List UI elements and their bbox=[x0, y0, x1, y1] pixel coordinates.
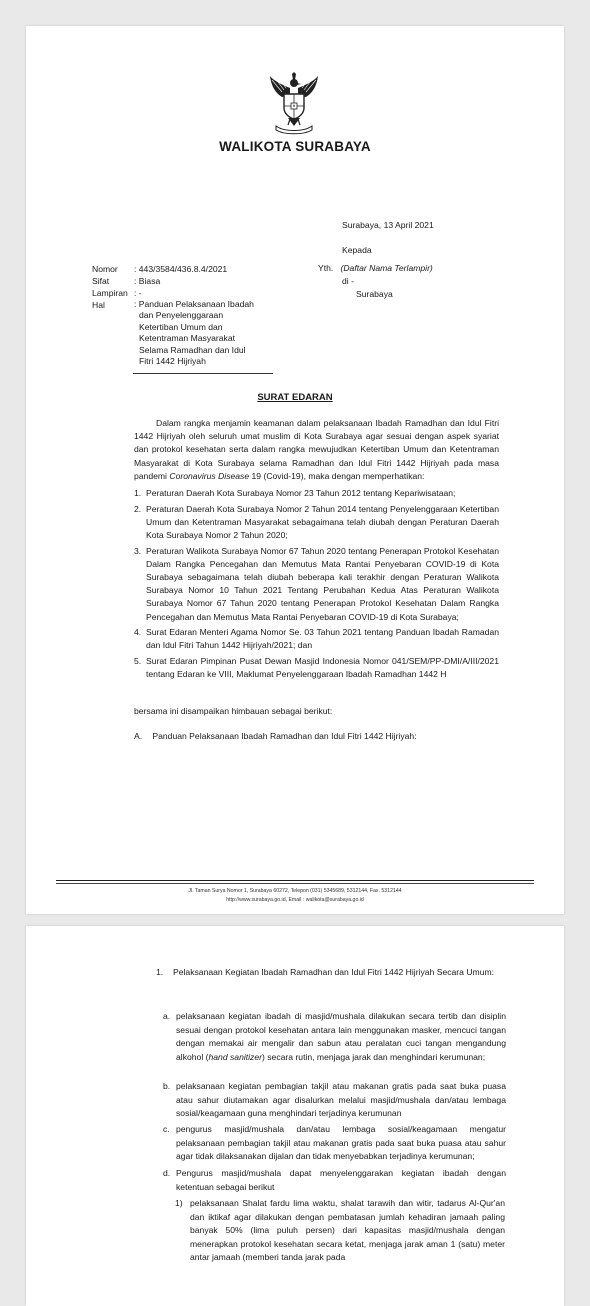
hal-row bbox=[92, 299, 302, 367]
hal-line: Selama Ramadhan dan Idul bbox=[139, 344, 246, 355]
intro-text-end: 19 (Covid-19), maka dengan memperhatikan: bbox=[249, 470, 425, 481]
nomor-value: : 443/3584/436.8.4/2021 bbox=[134, 264, 228, 274]
sub-a-italic: hand sanitizer bbox=[208, 1051, 262, 1062]
list-number: 2. bbox=[134, 503, 142, 514]
intro-text: Dalam rangka menjamin keamanan dalam pelaksanaan Ibadah Ramadhan dan Idul Fitri 1442 Hijriyah oleh seluruh umat muslim di Kota Surabaya agar sesuai dengan aspek syariat dan protokol kesehatan serta dalam rangka mewujudkan Ketertiban Umum dan Ketentraman Masyarakat di Kota Surabaya selama Ramadhan dan Idul Fitri 1442 Hijriyah pada masa pandemi bbox=[134, 418, 499, 481]
sifat-label: Sifat bbox=[92, 276, 110, 286]
hal-value bbox=[134, 299, 302, 367]
sub-item-b bbox=[163, 1080, 506, 1121]
section-text: Panduan Pelaksanaan Ibadah Ramadhan dan Idul Fitri 1442 Hijriyah: bbox=[152, 731, 417, 741]
list-number: 3. bbox=[134, 545, 142, 556]
document-title: SURAT EDARAN bbox=[257, 392, 333, 403]
hal-label: Hal bbox=[92, 300, 105, 310]
list-text: Pengurus masjid/mushala dapat menyelenggarakan kegiatan ibadah dengan ketentuan sebagai berikut bbox=[176, 1168, 506, 1192]
sifat-row bbox=[92, 275, 302, 287]
sub-item-c bbox=[163, 1123, 506, 1164]
closing-statement: bersama ini disampaikan himbauan sebagai berikut: bbox=[134, 706, 333, 716]
subject-underline bbox=[133, 373, 273, 374]
list-text bbox=[176, 1010, 506, 1064]
list-text: Peraturan Walikota Surabaya Nomor 67 Tahun 2020 tentang Penerapan Protokol Kesehatan Dalam Rangka Pencegahan dan Memutus Mata Rantai Penyebaran COVID-19 di Kota Surabaya sebagaimana telah diubah beberapa kali terakhir dengan Peraturan Walikota Surabaya Nomor 10 Tahun 2021 Tentang Perubahan Kedua Atas Peraturan Walikota Surabaya Nomor 67 Tahun 2020 tentang Penerapan Protokol Kesehatan Dalam Rangka Pencegahan dan Memutus Mata Rantai Penyebaran COVID-19 di Kota Surabaya; bbox=[146, 545, 499, 622]
list-text: Surat Edaran Menteri Agama Nomor Se. 03 Tahun 2021 tentang Panduan Ibadah Ramadan dan Idul Fitri Tahun 1442 Hijriyah/2021; dan bbox=[146, 627, 499, 651]
hal-line: Ketentraman Masyarakat bbox=[139, 333, 236, 344]
list-number: 5. bbox=[134, 656, 142, 666]
sub-a-text: pelaksanaan kegiatan ibadah di masjid/mushala dilakukan secara tertib dan disiplin sesuai dengan protokol kesehatan antara lain menggunakan masker, mencuci tangan dengan memakai air mengalir dan sabun atau peralatan cuci tangan mengandung alkohol ( bbox=[176, 1011, 506, 1062]
list-text: Surat Edaran Pimpinan Pusat Dewan Masjid Indonesia Nomor 041/SEM/PP-DMI/A/III/2021 tentang Edaran ke VIII, Maklumat Penyelenggaraan Ibadah Ramadhan 1442 H bbox=[146, 656, 499, 680]
kepada-label: Kepada bbox=[342, 245, 372, 255]
section-number: A. bbox=[134, 731, 143, 741]
document-page-1 bbox=[26, 26, 564, 914]
di-label: di - bbox=[342, 276, 354, 286]
footer-divider bbox=[56, 880, 534, 881]
organization-name: WALIKOTA SURABAYA bbox=[219, 139, 371, 154]
list-number: 1) bbox=[175, 1198, 183, 1208]
list-item bbox=[134, 545, 499, 624]
list-text: Peraturan Daerah Kota Surabaya Nomor 23 Tahun 2012 tentang Kepariwisataan; bbox=[146, 488, 456, 498]
recipient-name: (Daftar Nama Terlampir) bbox=[340, 263, 433, 273]
letter-metadata bbox=[92, 263, 302, 367]
yth-label: Yth. bbox=[318, 263, 334, 273]
intro-paragraph bbox=[134, 417, 499, 483]
sub-a-text-end: ) secara rutin, menjaga jarak dan menghindari kerumunan; bbox=[262, 1051, 486, 1062]
list-item bbox=[134, 503, 499, 543]
list-item bbox=[134, 487, 499, 500]
sub-item-d bbox=[163, 1167, 506, 1194]
intro-italic-text: Coronavirus Disease bbox=[169, 470, 250, 481]
list-item bbox=[156, 966, 504, 980]
list-number: b. bbox=[163, 1081, 171, 1091]
list-number: 4. bbox=[134, 627, 142, 638]
list-item bbox=[134, 626, 499, 652]
sub-item-d-1 bbox=[175, 1197, 505, 1265]
list-number: 1. bbox=[156, 967, 164, 977]
list-text: pengurus masjid/mushala dan/atau lembaga sosial/keagamaan mengatur pelaksanaan pembagian takjil atau makanan gratis pada saat buka puasa atau sahur agar tidak dilaksanakan dijalan dan tidak menyebabkan terjadinya kerumunan; bbox=[176, 1124, 506, 1162]
reference-list bbox=[134, 487, 499, 684]
hal-line: dan Penyelenggaraan bbox=[139, 310, 224, 321]
recipient-line bbox=[318, 263, 433, 274]
section-a-heading bbox=[134, 731, 417, 741]
nomor-label: Nomor bbox=[92, 264, 118, 274]
list-text: Pelaksanaan Kegiatan Ibadah Ramadhan dan Idul Fitri 1442 Hijriyah Secara Umum: bbox=[173, 967, 495, 977]
hal-line: Fitri 1442 Hijriyah bbox=[139, 356, 206, 367]
footer-divider-thin bbox=[56, 883, 534, 884]
sifat-value: : Biasa bbox=[134, 276, 161, 286]
list-item bbox=[134, 655, 499, 681]
recipient-city: Surabaya bbox=[356, 289, 393, 299]
sub-item-a bbox=[163, 1010, 506, 1064]
footer-address: Jl. Taman Surya Nomor 1, Surabaya 60272, Telepon (031) 5345689, 5312144, Fax. 5312144 bbox=[188, 888, 402, 894]
lampiran-label: Lampiran bbox=[92, 288, 128, 298]
hal-line: Ketertiban Umum dan bbox=[139, 321, 223, 332]
list-number: d. bbox=[163, 1168, 171, 1178]
list-text: pelaksanaan kegiatan pembagian takjil atau makanan gratis pada saat buka puasa atau sahur diutamakan agar disalurkan melalui masjid/mushala dan/atau lembaga sosial/keagamaan guna menghindari terjadinya kerumunan bbox=[176, 1081, 506, 1119]
list-number: a. bbox=[163, 1011, 171, 1021]
garuda-emblem-icon bbox=[268, 72, 320, 136]
footer-website: http://www.surabaya.go.id, Email : walikota@surabaya.go.id bbox=[226, 897, 364, 903]
document-page-2 bbox=[26, 926, 564, 1306]
list-number: 1. bbox=[134, 488, 142, 498]
hal-line: : Panduan Pelaksanaan Ibadah bbox=[134, 299, 254, 309]
nomor-row bbox=[92, 263, 302, 275]
list-text: Peraturan Daerah Kota Surabaya Nomor 2 Tahun 2014 tentang Penyelenggaraan Ketertiban Umum dan Ketentraman Masyarakat sebagaimana telah diubah dengan Peraturan Daerah Kota Surabaya Nomor 2 Tahun 2020; bbox=[146, 503, 499, 540]
list-text: pelaksanaan Shalat fardu lima waktu, shalat tarawih dan witir, tadarus Al-Qur'an dan iktikaf agar dilakukan dengan pembatasan jumlah kehadiran jamaah paling banyak 50% (lima puluh persen) dari kapasitas masjid/mushala dengan menerapkan protokol kesehatan secara ketat, menjaga jarak aman 1 (satu) meter antar jamaah (memberi tanda jarak pada bbox=[190, 1198, 505, 1263]
lampiran-row bbox=[92, 287, 302, 299]
list-number: c. bbox=[163, 1124, 170, 1134]
lampiran-value: : - bbox=[134, 288, 142, 298]
letter-date: Surabaya, 13 April 2021 bbox=[342, 220, 434, 230]
